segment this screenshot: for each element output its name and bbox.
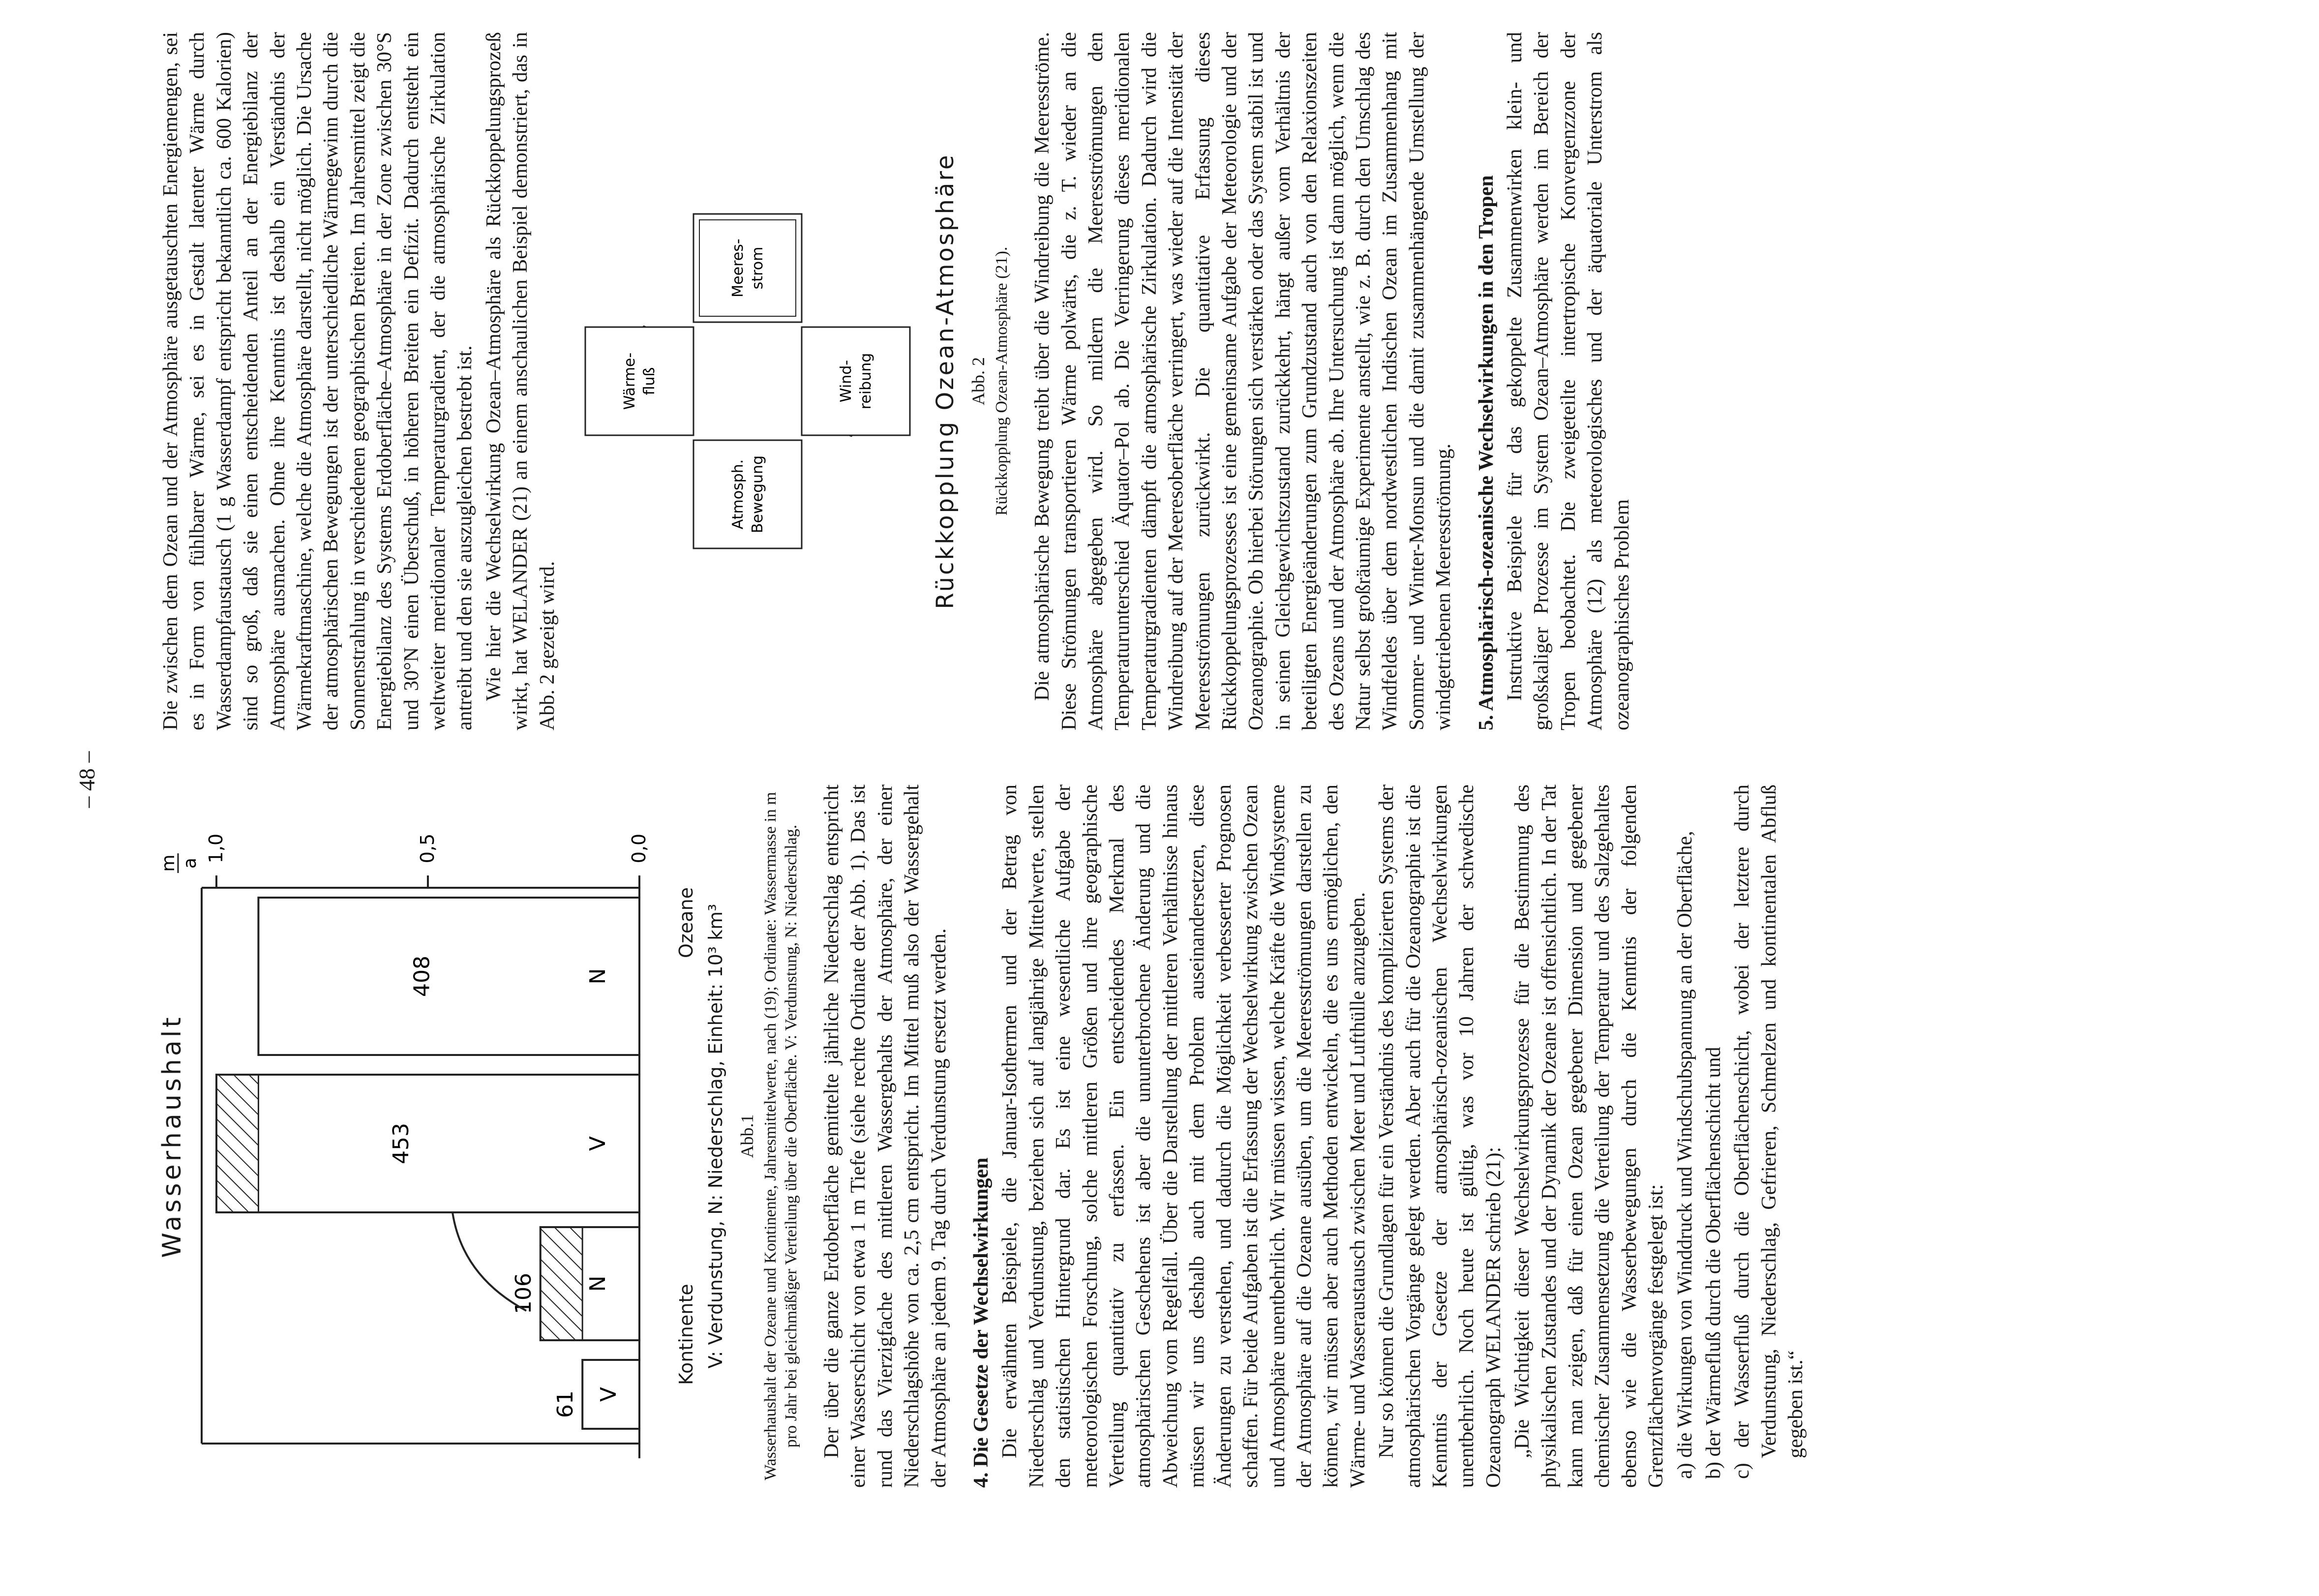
svg-text:fluß: fluß	[641, 367, 659, 395]
section-4-list-item-b: b) der Wärmefluß durch die Oberflächenschicht und	[1702, 1047, 1725, 1479]
right-paragraph-1: Die zwischen dem Ozean und der Atmosphäre ausgetauschten Energiemengen, sei es in Form von fühlbarer Wärme, sei es in Gestalt latenter Wärme durch Wasserdampfaustausch (1 g Wasserdampf entspricht bekanntlich ca. 600 Kalorien) sind so groß, daß sie einen entscheidenden Anteil an der Energiebilanz der Atmosphäre ausmachen. Ohne ihre Kenntnis ist deshalb ein Verständnis der Wärmekraftmaschine, welche die Atmosphäre darstellt, nicht möglich. Die Ursache der atmosphärischen Bewegungen ist der unterschiedliche Wärmegewinn durch die Sonnenstrahlung in verschiedenen geographischen Breiten. Im Jahresmittel zeigt die Energiebilanz des Systems Erdoberfläche–Atmosphäre in der Zone zwischen 30°S und 30°N einen Überschuß, in höheren Breiten ein Defizit. Dadurch entsteht ein weltweiter meridionaler Temperaturgradient, der die atmosphärische Zirkulation antreibt und den sie auszugleichen bestrebt ist.	[159, 32, 477, 730]
section-4-paragraph-1: Die erwähnten Beispiele, die Januar-Isothermen und der Betrag von Niederschlag und Verdunstung, beziehen sich auf langjährige Mittelwerte, stellen den statistischen Hintergrund dar. Es ist eine wesentliche Aufgabe der meteorologischen Forschung, solche mittleren Größen und ihre geographische Verteilung quantitativ zu erfassen. Ein entscheidendes Merkmal des atmosphärischen Geschehens ist aber die ununterbrochene Änderung und die Abweichung vom Regelfall. Über die Darstellung der mittleren Verhältnisse hinaus müssen wir uns deshalb auch mit dem Problem auseinandersetzen, diese Änderungen zu verstehen, und dadurch die Möglichkeit verbesserter Prognosen schaffen. Für beide Aufgaben ist die Erfassung der Wechselwirkung zwischen Ozean und Atmosphäre unentbehrlich. Wir müssen wissen, welche Kräfte die Windsysteme der Atmosphäre auf die Ozeane ausüben, um die Meeresströmungen darstellen zu können, wir müssen aber auch Methoden entwickeln, die es uns ermöglichen, den Wärme- und Wasseraustausch zwischen Meer und Lufthülle anzugeben.	[998, 784, 1369, 1488]
svg-text:m: m	[158, 854, 179, 872]
page-number: – 48 –	[74, 751, 99, 808]
right-paragraph-2: Wie hier die Wechselwirkung Ozean–Atmosphäre als Rückkoppelungsprozeß wirkt, hat WELANDER (21) an einem anschaulichen Beispiel demonstriert, das in Abb. 2 gezeigt wird.	[482, 32, 559, 730]
box-ocean-current	[693, 214, 802, 322]
bars-group	[216, 898, 639, 1429]
section-4-paragraph-3: „Die Wichtigkeit dieser Wechselwirkungsprozesse für die Bestimmung des physikalischen Zustandes und der Dynamik der Ozeane ist offensichtlich. In der Tat kann man zeigen, daß für einen Ozean gegebener Dimension und gegebener chemischer Zusammensetzung die Verteilung der Temperatur und des Salzgehaltes ebenso wie die Wasserbewegungen durch die Kenntnis der folgenden Grenzflächenvorgänge festgelegt ist:	[1511, 784, 1668, 1488]
axis-label-1-0: 1,0	[205, 833, 227, 864]
bar-excess-hatch	[216, 1075, 258, 1212]
feedback-diagram	[571, 194, 925, 568]
bar-value: 61	[553, 1390, 578, 1418]
figure-1-legend: V: Verdunstung, N: Niederschlag, Einheit: 10³ km³	[705, 903, 726, 1369]
figure-1-group-labels	[674, 784, 698, 1488]
bar-letter: V	[585, 1136, 610, 1151]
axis-label-0-5: 0,5	[417, 833, 438, 864]
right-column	[157, 32, 1637, 730]
left-paragraph-1: Der über die ganze Erdoberfläche gemittelte jährliche Niederschlag entspricht einer Wasserschicht von etwa 1 m Tiefe (siehe rechte Ordinate der Abb. 1). Das ist rund das Vierzigfache des mittleren Wassergehalts der Atmosphäre, der einer Niederschlagshöhe von ca. 2,5 cm entspricht. Im Mittel muß also der Wassergehalt der Atmosphäre an jedem 9. Tag durch Verdunstung ersetzt werden.	[820, 784, 950, 1488]
svg-text:strom: strom	[749, 246, 767, 290]
box-atmospheric-motion	[693, 440, 802, 548]
bar-letter: V	[596, 1386, 622, 1402]
bar-ozeane-n	[258, 898, 639, 1055]
svg-text:Bewegung: Bewegung	[749, 455, 767, 534]
bar-kontinente-n	[511, 1227, 639, 1340]
figure-1	[157, 784, 802, 1488]
svg-text:Atmosph.: Atmosph.	[729, 459, 747, 530]
bar-ozeane-v	[216, 1075, 639, 1212]
figure-1-caption: Wasserhaushalt der Ozeane und Kontinente, Jahresmittelwerte, nach (19); Ordinate: Wassermasse in m pro Jahr bei gleichmäßiger Verteilung über die Oberfläche. V: Verdunstung, N: Niederschlag.	[761, 792, 800, 1480]
left-column	[157, 784, 1811, 1488]
bar-excess-hatch	[541, 1227, 582, 1340]
bar-value: 408	[409, 956, 435, 997]
svg-text:Wind-: Wind-	[838, 360, 855, 403]
section-5-heading: 5. Atmosphärisch-ozeanische Wechselwirkungen in den Tropen	[1475, 175, 1498, 730]
bar-letter: N	[585, 968, 610, 985]
svg-text:Wärme-: Wärme-	[621, 352, 639, 410]
section-4-list-item-c: c) der Wasserfluß durch die Oberflächenschicht, wobei der letztere durch Verdunstung, Niederschlag, Gefrieren, Schmelzen und kontinentalen Abfluß gegeben ist.“	[1731, 784, 1807, 1479]
figure-1-label: Abb.1	[737, 1114, 757, 1158]
svg-text:Meeres-: Meeres-	[729, 239, 747, 298]
group-label-kontinente: Kontinente	[675, 1284, 697, 1385]
bar-value: 453	[389, 1123, 414, 1164]
axis-label-0-0: 0,0	[628, 833, 650, 864]
section-4-list-item-a: a) die Wirkungen von Winddruck und Windschubspannung an der Oberfläche,	[1673, 831, 1696, 1479]
box-heat-flux	[585, 327, 693, 435]
bar-value: 106	[511, 1273, 536, 1314]
section-5-paragraph-1: Instruktive Beispiele für das gekoppelte Zusammenwirken klein- und großskaliger Prozesse im System Ozean–Atmosphäre werden im Bereich der Tropen beobachtet. Die zweigeteilte intertropische Konvergenzzone der Atmosphäre (12) als meteorologisches und der äquatoriale Unterstrom als ozeanographisches Problem	[1504, 32, 1633, 730]
right-paragraph-3: Die atmosphärische Bewegung treibt über die Windreibung die Meeresströme. Diese Strömungen transportieren Wärme polwärts, die z. T. wieder an die Atmosphäre abgegeben wird. So mildern die Meeresströmungen den Temperaturunterschied Äquator–Pol ab. Die Verringerung dieses meridionalen Temperaturgradienten dämpft die atmosphärische Zirkulation. Dadurch wird die Windreibung auf der Meeresoberfläche verringert, was wieder auf die Intensität der Meeresströmungen zurückwirkt. Die quantitative Erfassung dieses Rückkoppelungsprozesses ist eine gemeinsame Aufgabe der Meteorologie und der Ozeanographie. Ob hierbei Störungen sich verstärken oder das System stabil ist und in seinen Gleichgewichtszustand zurückkehrt, hängt außer vom Verhältnis der beteiligten Energieänderungen zum Grundzustand auch von den Relaxionszeiten des Ozeans und der Atmosphäre ab. Ihre Untersuchung ist dann möglich, wenn die Natur selbst großräumige Experimente anstellt, wie z. B. durch den Umschlag des Windfeldes über dem nordwestlichen Indischen Ozean im Zusammenhang mit Sommer- und Winter-Monsun und die damit zusammenhängende Umstellung der windgetriebenen Meeresströmung.	[1031, 32, 1455, 730]
section-4-paragraph-2: Nur so können die Grundlagen für ein Verständnis des komplizierten Systems der atmosphärischen Vorgänge gelegt werden. Aber auch für die Ozeanographie ist die Kenntnis der Gesetze der atmosphärisch-ozeanischen Wechselwirkungen unentbehrlich. Noch heute ist gültig, was vor 10 Jahren der schwedische Ozeanograph WELANDER schrieb (21):	[1375, 784, 1505, 1488]
figure-2	[571, 32, 1012, 730]
figure-2-label: Abb. 2	[968, 357, 989, 405]
bar-kontinente-v	[553, 1360, 639, 1429]
svg-text:reibung: reibung	[857, 353, 875, 410]
svg-text:a: a	[180, 857, 200, 869]
group-label-ozeane: Ozeane	[675, 887, 697, 958]
section-4-heading: 4. Die Gesetze der Wechselwirkungen	[970, 1157, 993, 1488]
figure-1-title: Wasserhaushalt	[157, 1014, 187, 1258]
figure-2-caption: Rückkopplung Ozean-Atmosphäre (21).	[993, 246, 1011, 516]
box-wind-friction	[802, 327, 910, 435]
figure-2-title: Rückkopplung Ozean-Atmosphäre	[932, 153, 960, 609]
bar-letter: N	[585, 1275, 610, 1292]
